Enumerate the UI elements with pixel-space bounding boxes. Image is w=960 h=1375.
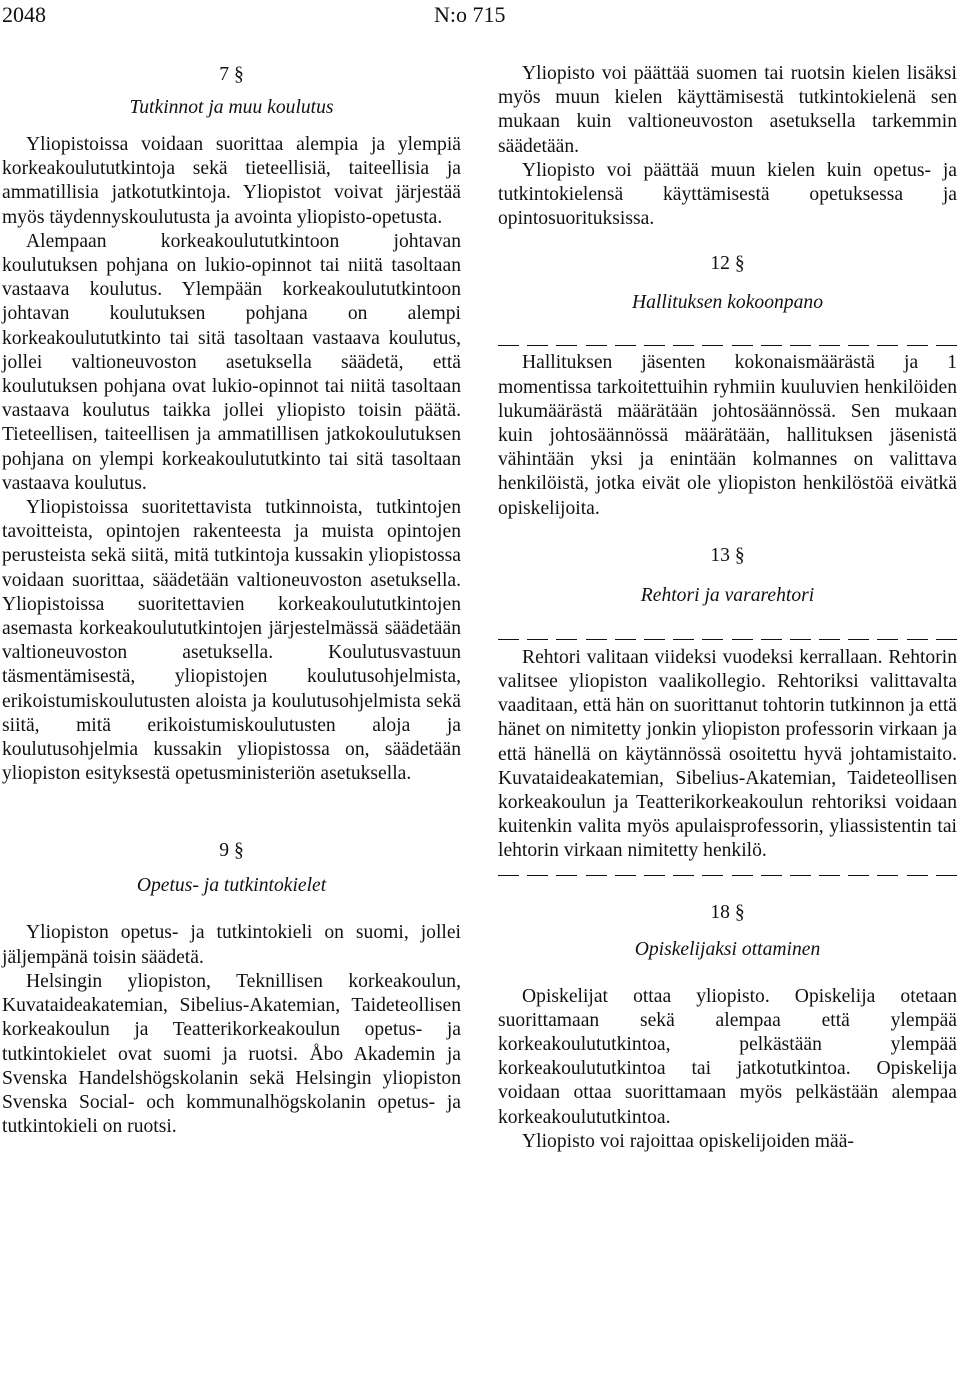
section-13-title: Rehtori ja vararehtori [640, 584, 815, 606]
left-column [2, 62, 461, 1139]
section-9-continued [498, 62, 957, 231]
section-7-number: 7 § [219, 64, 244, 85]
section-9-paragraph-2: Helsingin yliopiston, Teknillisen korkeakoulun, Kuvataideakatemian, Sibelius-Akatemian, Taideteollisen korkeakoulun ja Teatterikorkeakoulun opetus- ja tutkintokielet ovat suomi ja ruotsi. Åbo Akademin ja Svenska Handelshögskolanin sekä Helsingin yliopiston Svenska Social- och kommunalhögskolanin opetus- ja tutkintokieli on ruotsi. [2, 970, 461, 1138]
section-7 [2, 62, 461, 786]
section-18-title: Opiskelijaksi ottaminen [634, 938, 821, 960]
section-12-paragraph-2: Hallituksen jäsenten kokonaismäärästä ja 1 momentissa tarkoitettuihin ryhmiin kuuluvien henkilöiden lukumäärästä määrätään johtosäännössä. Sen mukaan kuin johtosäännössä määrätään, hallituksen jäsenistä vähintään yksi ja enintään kolmannes on valittava henkilöistä, jotka eivät ole yliopiston henkilöstöä eivätkä opiskelijoita. [498, 352, 957, 519]
section-9-paragraph-1: Yliopiston opetus- ja tutkintokieli on suomi, jollei jäljempänä toisin säädetä. [2, 922, 461, 968]
section-7-paragraph-1: Yliopistoissa voidaan suorittaa alempia ja ylempiä korkeakoulututkintoja sekä tieteellisiä, taiteellisia ja ammatillisia jatkotutkintoja. Yliopistot voivat järjestää myös täydennyskoulutusta ja avointa yliopisto-opetusta. [2, 134, 461, 228]
section-9-title: Opetus- ja tutkintokielet [136, 875, 327, 897]
section-9-paragraph-3: Yliopisto voi päättää suomen tai ruotsin kielen lisäksi myös muun kielen käyttämisestä tutkintokielenä sen mukaan kuin valtioneuvoston asetuksella tarkemmin säädetään. [498, 63, 957, 157]
section-13 [498, 543, 957, 882]
section-18-number: 18 § [710, 901, 745, 923]
section-7-paragraph-3: Yliopistoissa suoritettavista tutkinnoista, tutkintojen tavoitteista, opintojen rakenteesta ja muista opintojen perusteista sekä siitä, mitä tutkintoja kussakin yliopistossa voidaan suorittaa, säädetään valtioneuvoston asetuksella. Yliopistoissa suoritettavien korkeakoulututkintojen asemasta korkeakoulututkintojen järjestelmässä säädetään valtioneuvoston asetuksella. Koulutusvastuun täsmentämisestä, yliopistojen koulutusohjelmista, erikoistumiskoulutusten aloista ja koulutusohjelmista sekä siitä, mitä erikoistumiskoulutusten aloja ja koulutusohjelmia kussakin yliopistossa on, säädetään yliopiston esityksestä opetusministeriön asetuksella. [2, 497, 461, 785]
section-9 [2, 838, 461, 1139]
section-12-title: Hallituksen kokoonpano [631, 292, 823, 314]
section-18-paragraph-1: Opiskelijat ottaa yliopisto. Opiskelija otetaan suorittamaan sekä alempaa että ylempää korkeakoulututkintoa, pelkästään ylempää korkeakoulututkintoa tai jatkotutkintoa. Opiskelija voidaan ottaa suorittamaan myös pelkästään alempaa korkeakoulututkintoa. [498, 985, 957, 1128]
section-9-number: 9 § [219, 840, 244, 862]
section-7-paragraph-2: Alempaan korkeakoulututkintoon johtavan koulutuksen pohjana on lukio-opinnot tai niitä tasoltaan vastaava koulutus. Ylempään korkeakoulututkintoon johtavan koulutuksen pohjana on alempi korkeakoulututkinto tai sitä tasoltaan vastaava koulutus, jollei valtioneuvoston asetuksella säädetä, että koulutuksen pohjana ovat lukio-opinnot tai niitä tasoltaan vastaava koulutus taikka jollei yliopisto toisin päätä. Tieteellisen, taiteellisen ja ammatillisen jatkokoulutuksen pohjana on ylempi korkeakoulututkinto tai sitä tasoltaan vastaava koulutus. [2, 230, 461, 494]
section-12 [498, 251, 957, 520]
section-9-paragraph-4: Yliopisto voi päättää muun kielen kuin opetus- ja tutkintokielensä käyttämisestä opetuksessa ja opintosuorituksissa. [498, 159, 957, 230]
section-18-paragraph-2: Yliopisto voi rajoittaa opiskelijoiden mää- [522, 1130, 854, 1152]
omission-dashes [498, 339, 957, 351]
omission-dashes [498, 870, 957, 882]
page-header [2, 2, 522, 28]
right-column [498, 62, 957, 1154]
section-12-number: 12 § [710, 253, 745, 275]
section-13-paragraph-1: Rehtori valitaan viideksi vuodeksi kerrallaan. Rehtorin valitsee yliopiston vaalikollegio. Rehtoriksi valittavalta vaaditaan, että hän on suorittanut tohtorin tutkinnon ja että hänet on nimitetty jonkin yliopiston professorin virkaan ja että hänellä on käytännössä osoitettu hyvä johtamistaito. Kuvataideakatemian, Sibelius-Akatemian, Taideteollisen korkeakoulun ja Teatterikorkeakoulun rehtoriksi voidaan kuitenkin valita myös apulaisprofessorin, yliassistentin tai lehtorin virkaan nimitetty henkilö. [498, 646, 957, 862]
section-13-number: 13 § [710, 544, 745, 566]
section-18 [498, 900, 957, 1154]
section-7-title: Tutkinnot ja muu koulutus [129, 97, 334, 118]
page-number: 2048 [2, 2, 46, 27]
omission-dashes [498, 634, 957, 646]
issue-number: N:o 715 [434, 2, 506, 27]
